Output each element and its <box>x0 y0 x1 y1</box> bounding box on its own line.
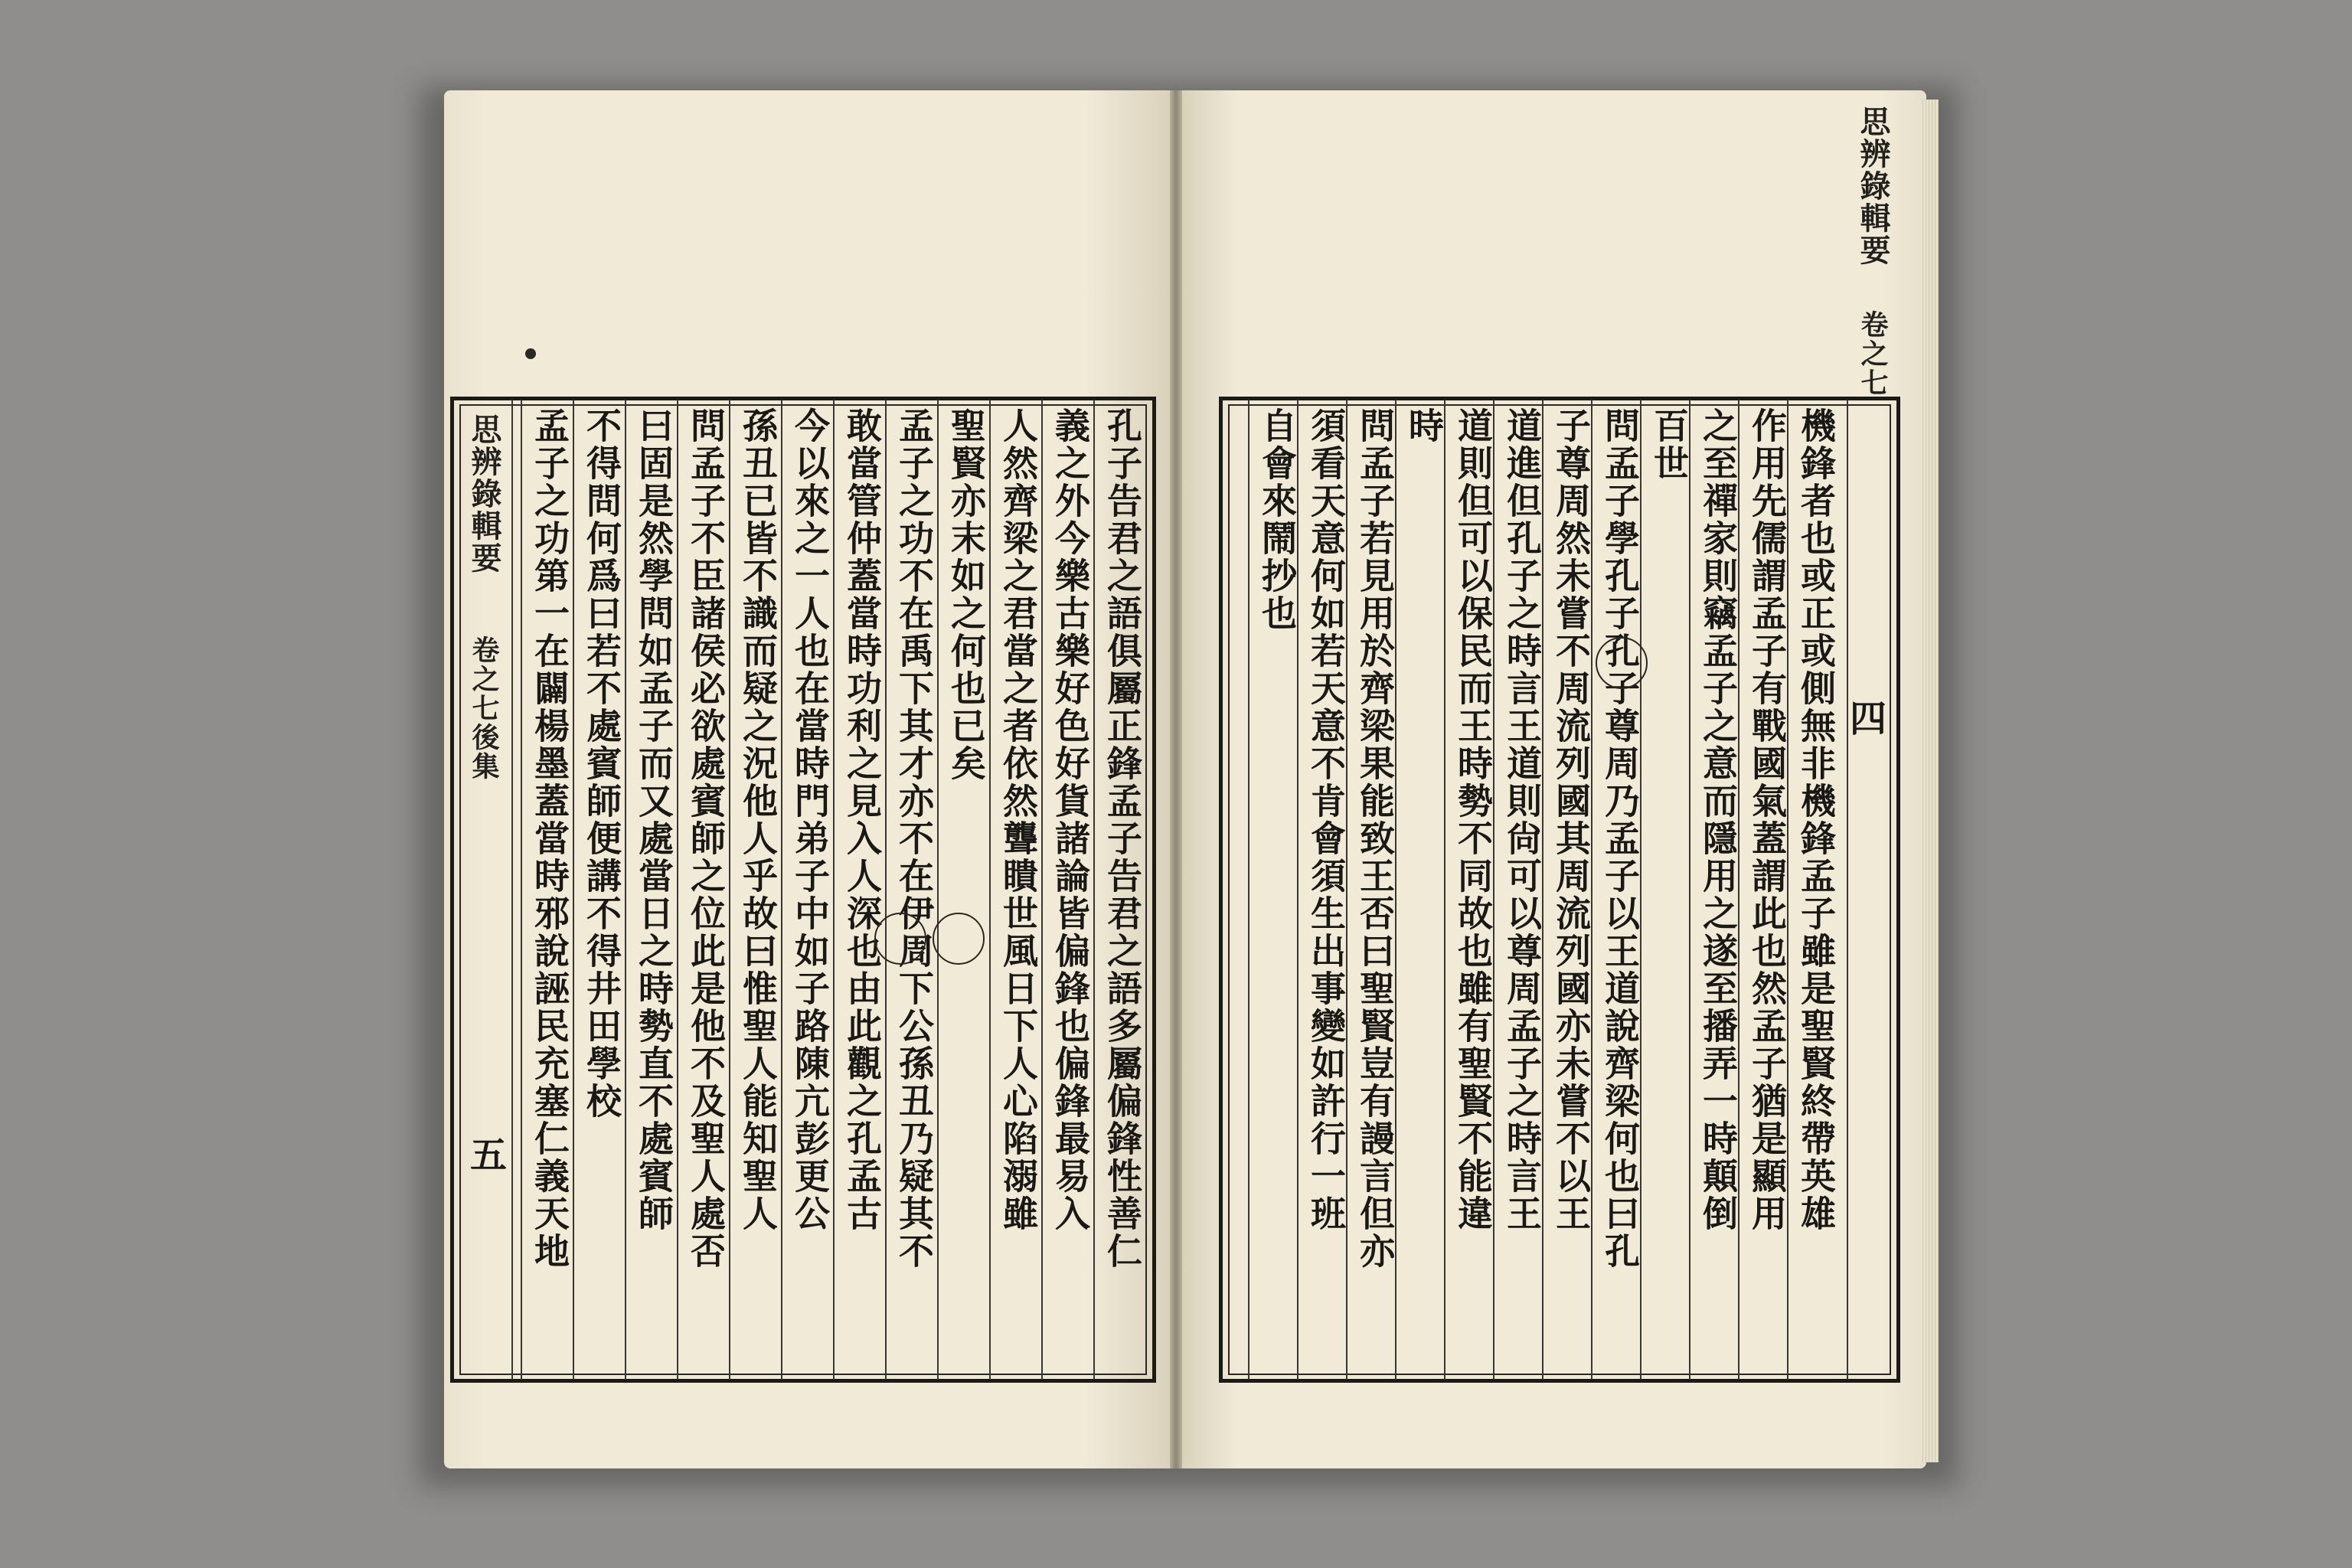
left-text-column: 今以來之一人也在當時門弟子中如子路陳亢彭更公 <box>789 407 831 1233</box>
right-column-rule <box>1444 400 1446 1380</box>
left-column-rule <box>521 400 522 1380</box>
left-margin-title: 思辨錄輯要 <box>466 413 502 574</box>
right-margin-title: 思辨錄輯要 <box>1855 106 1891 266</box>
book-spine <box>1170 90 1182 1468</box>
left-margin-volume: 卷之七後集 <box>468 635 500 781</box>
left-text-column: 孟子之功第一在闢楊墨蓋當時邪說誣民充塞仁義天地 <box>529 407 570 1270</box>
left-text-column: 孫丑已皆不識而疑之況他人乎故曰惟聖人能知聖人 <box>737 407 779 1233</box>
left-text-column: 孟子之功不在禹下其才亦不在伊周下公孫丑乃疑其不 <box>893 407 935 1270</box>
left-text-column: 聖賢亦末如之何也已矣 <box>946 407 987 782</box>
right-text-column: 須看天意何如若天意不肯會須生出事變如許行一班 <box>1305 407 1347 1233</box>
right-margin-volume: 卷之七 <box>1857 310 1889 397</box>
right-text-column: 自會來鬧抄也 <box>1256 407 1298 632</box>
left-margin-rule <box>511 400 513 1380</box>
ink-dot <box>525 348 536 359</box>
right-page-number: 四 <box>1850 697 1887 740</box>
right-text-column: 道則但可以保民而王時勢不同故也雖有聖賢不能違 <box>1452 407 1494 1233</box>
right-column-rule <box>1689 400 1690 1380</box>
left-page-number: 五 <box>470 1134 508 1177</box>
left-text-column: 不得問何爲曰若不處賓師便講不得井田學校 <box>581 407 622 1120</box>
right-text-column: 機鋒者也或正或側無非機鋒孟子雖是聖賢終帶英雄 <box>1795 407 1837 1233</box>
annotation-circle <box>874 913 926 965</box>
annotation-circle <box>933 913 985 965</box>
annotation-circle <box>1596 637 1648 689</box>
right-text-column: 作用先儒謂孟子有戰國氣蓋謂此也然孟子猶是顯用 <box>1746 407 1788 1233</box>
right-text-column: 問孟子學孔子孔子尊周乃孟子以王道說齊梁何也曰孔 <box>1599 407 1641 1270</box>
left-text-column: 義之外今樂古樂好色好貨諸論皆偏鋒也偏鋒最易入 <box>1050 407 1091 1233</box>
left-text-column: 人然齊梁之君當之者依然聾瞶世風日下人心陷溺雖 <box>998 407 1039 1233</box>
right-text-column: 問孟子若見用於齊梁果能致王否曰聖賢豈有謾言但亦 <box>1354 407 1396 1270</box>
right-text-column: 道進但孔子之時言王道則尙可以尊周孟子之時言王 <box>1501 407 1543 1233</box>
left-text-column: 問孟子不臣諸侯必欲處賓師之位此是他不及聖人處否 <box>685 407 727 1270</box>
right-text-column: 百世 <box>1648 407 1690 482</box>
page-edges <box>1920 100 1939 1462</box>
right-text-column: 時 <box>1403 407 1445 445</box>
left-text-column: 孔子告君之語俱屬正鋒孟子告君之語多屬偏鋒性善仁 <box>1102 407 1143 1270</box>
right-text-column: 之至禪家則竊孟子之意而隱用之遂至播弄一時顛倒 <box>1697 407 1739 1233</box>
right-text-column: 子尊周然未嘗不周流列國其周流列國亦未嘗不以王 <box>1550 407 1592 1233</box>
left-text-column: 曰固是然學問如孟子而又處當日之時勢直不處賓師 <box>633 407 675 1233</box>
right-column-rule <box>1248 400 1250 1380</box>
right-margin-rule <box>1847 400 1848 1380</box>
left-text-column: 敢當管仲蓋當時功利之見入人深也由此觀之孔孟古 <box>841 407 883 1233</box>
